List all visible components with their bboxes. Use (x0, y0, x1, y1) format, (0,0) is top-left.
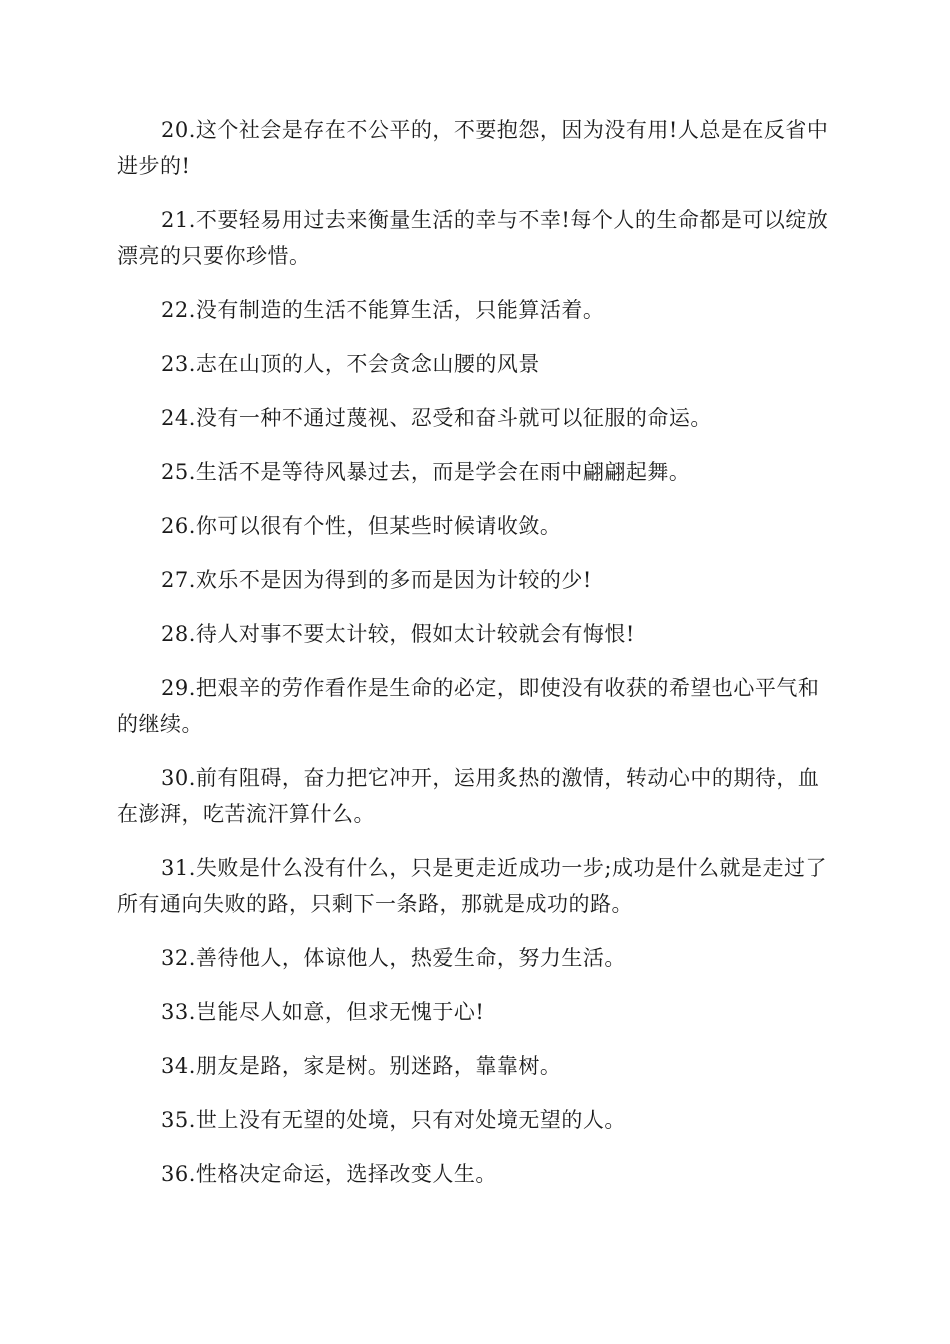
paragraph-28: 28.待人对事不要太计较，假如太计较就会有悔恨! (161, 622, 635, 646)
paragraph-29: 29.把艰辛的劳作看作是生命的必定，即使没有收获的希望也心平气和的继续。 (117, 676, 820, 736)
paragraph-27: 27.欢乐不是因为得到的多而是因为计较的少! (161, 568, 592, 592)
paragraph-23: 23.志在山顶的人，不会贪念山腰的风景 (161, 352, 540, 376)
paragraph-22: 22.没有制造的生活不能算生活，只能算活着。 (161, 298, 605, 322)
paragraph-34: 34.朋友是路，家是树。别迷路，靠靠树。 (161, 1054, 562, 1078)
paragraph-24: 24.没有一种不通过蔑视、忍受和奋斗就可以征服的命运。 (161, 406, 712, 430)
paragraph-33: 33.岂能尽人如意，但求无愧于心! (161, 1000, 485, 1024)
paragraph-21: 21.不要轻易用过去来衡量生活的幸与不幸!每个人的生命都是可以绽放漂亮的只要你珍惜。 (117, 208, 829, 268)
document-body (117, 112, 833, 1210)
paragraph-32: 32.善待他人，体谅他人，热爱生命，努力生活。 (161, 946, 626, 970)
paragraph-36: 36.性格决定命运，选择改变人生。 (161, 1162, 497, 1186)
paragraph-25: 25.生活不是等待风暴过去，而是学会在雨中翩翩起舞。 (161, 460, 691, 484)
paragraph-30: 30.前有阻碍，奋力把它冲开，运用炙热的激情，转动心中的期待，血在澎湃，吃苦流汗算什么。 (117, 766, 820, 826)
paragraph-31: 31.失败是什么没有什么，只是更走近成功一步;成功是什么就是走过了所有通向失败的路，只剩下一条路，那就是成功的路。 (117, 856, 827, 916)
paragraph-26: 26.你可以很有个性，但某些时候请收敛。 (161, 514, 562, 538)
paragraph-20: 20.这个社会是存在不公平的，不要抱怨，因为没有用!人总是在反省中进步的! (117, 118, 829, 178)
paragraph-35: 35.世上没有无望的处境，只有对处境无望的人。 (161, 1108, 626, 1132)
